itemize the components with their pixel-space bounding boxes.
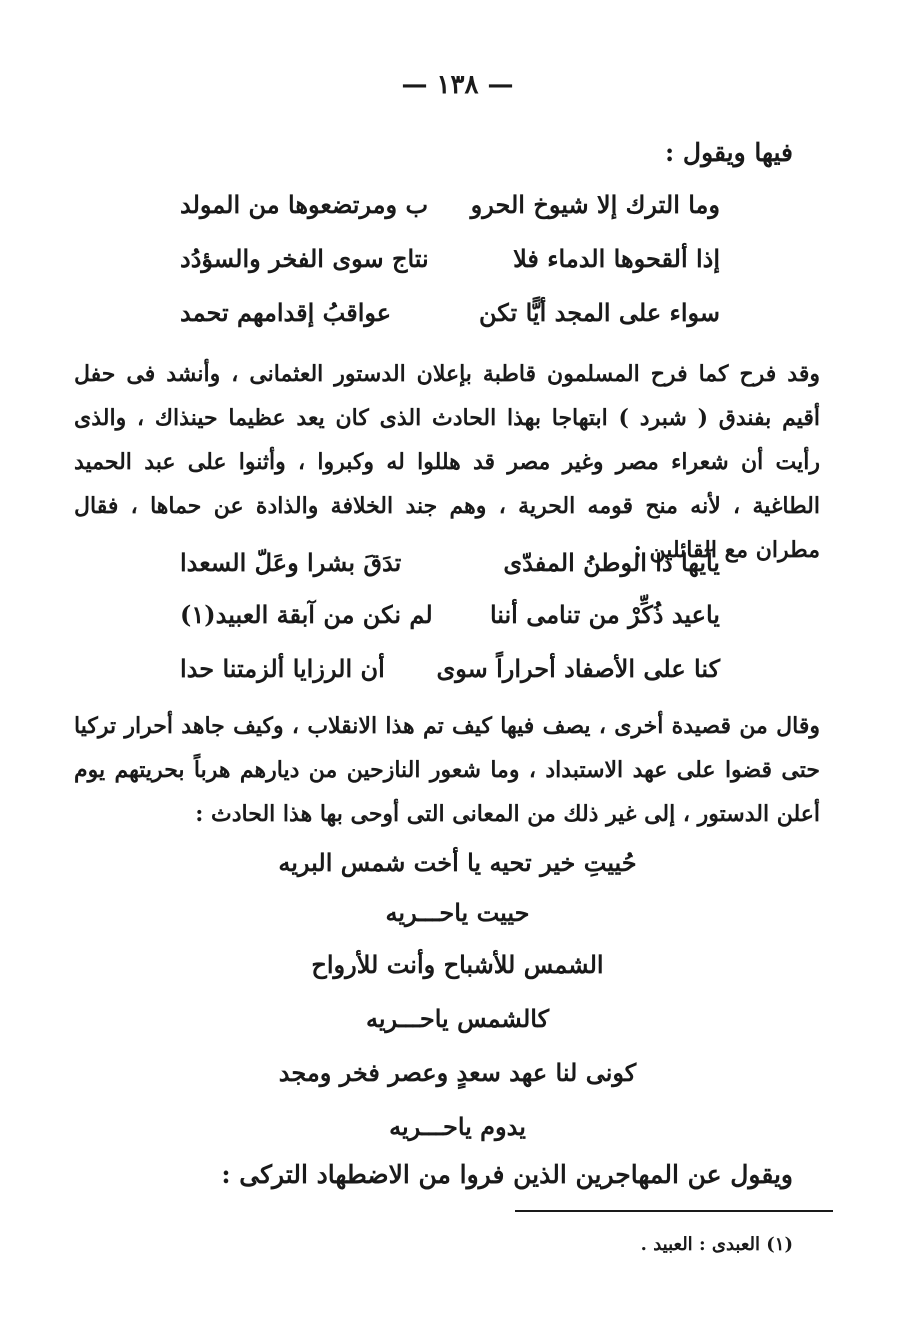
intro-line: فيها ويقول : (664, 138, 793, 167)
stanza-line: كونى لنا عهد سعدٍ وعصر فخر ومجد (278, 1058, 637, 1087)
verse-line (180, 548, 720, 592)
prose-paragraph: وقد فرح كما فرح المسلمون قاطبة بإعلان الدستور العثمانى ، وأنشد فى حفل أقيم بفندق ( شبرد ) ابتهاجا بهذا الحادث الذى كان يعد عظيما حينذاك ، والذى رأيت أن شعراء مصر وغير مصر قد هللوا له وكبروا ، وأثنوا على عبد الحميد الطاغية ، لأنه منح قومه الحرية ، وهم جند الخلافة والذادة عن حماها ، فقال مطران مع القائلين : (74, 361, 820, 563)
verse-second-hemistich: تدَقَ بشرا وعَلّ السعدا (180, 548, 402, 577)
verse-first-hemistich: كنا على الأصفاد أحراراً سوى (436, 654, 720, 683)
stanza-line: حُييتِ خير تحيه يا أخت شمس البريه (278, 848, 637, 877)
verse-second-hemistich: نتاج سوى الفخر والسؤدُد (180, 244, 429, 273)
page-number: — ١٣٨ — (401, 70, 514, 100)
verse-line (180, 654, 720, 698)
verse-second-hemistich: أن الرزايا ألزمتنا حدا (180, 654, 385, 683)
verse-first-hemistich: سواء على المجد أيًّا تكن (479, 298, 720, 327)
verse-first-hemistich: وما الترك إلا شيوخ الحرو (470, 190, 720, 219)
prose-paragraph: وقال من قصيدة أخرى ، يصف فيها كيف تم هذا الانقلاب ، وكيف جاهد أحرار تركيا حتى قضوا على عهد الاستبداد ، وما شعور النازحين من ديارهم هرباً بحريتهم يوم أعلن الدستور ، إلى غير ذلك من المعانى التى أوحى بها هذا الحادث : (74, 713, 820, 827)
verse-line (180, 600, 720, 644)
verse-first-hemistich: يآيها ذا الوطنُ المفدّى (503, 548, 720, 577)
refrain-line: حييت ياحـــريه (385, 898, 530, 927)
verse-line (180, 244, 720, 288)
verse-second-hemistich: لم نكن من آبقة العبيد(١) (180, 600, 433, 629)
refrain-line: كالشمس ياحـــريه (366, 1004, 549, 1033)
footnote: (١) العبدى : العبيد . (640, 1234, 793, 1255)
verse-first-hemistich: إذا ألقحوها الدماء فلا (513, 244, 720, 273)
closing-line: ويقول عن المهاجرين الذين فروا من الاضطهاد التركى : (221, 1160, 793, 1189)
verse-line (180, 298, 720, 342)
footnote-divider (515, 1210, 833, 1212)
verse-second-hemistich: عواقبُ إقدامهم تحمد (180, 298, 392, 327)
verse-line (180, 190, 720, 234)
stanza-line: الشمس للأشباح وأنت للأرواح (311, 950, 604, 979)
verse-first-hemistich: ياعيد ذُكِّرْ من تنامى أننا (489, 600, 720, 629)
refrain-line: يدوم ياحـــريه (389, 1112, 526, 1141)
verse-second-hemistich: ب ومرتضعوها من المولد (180, 190, 429, 219)
